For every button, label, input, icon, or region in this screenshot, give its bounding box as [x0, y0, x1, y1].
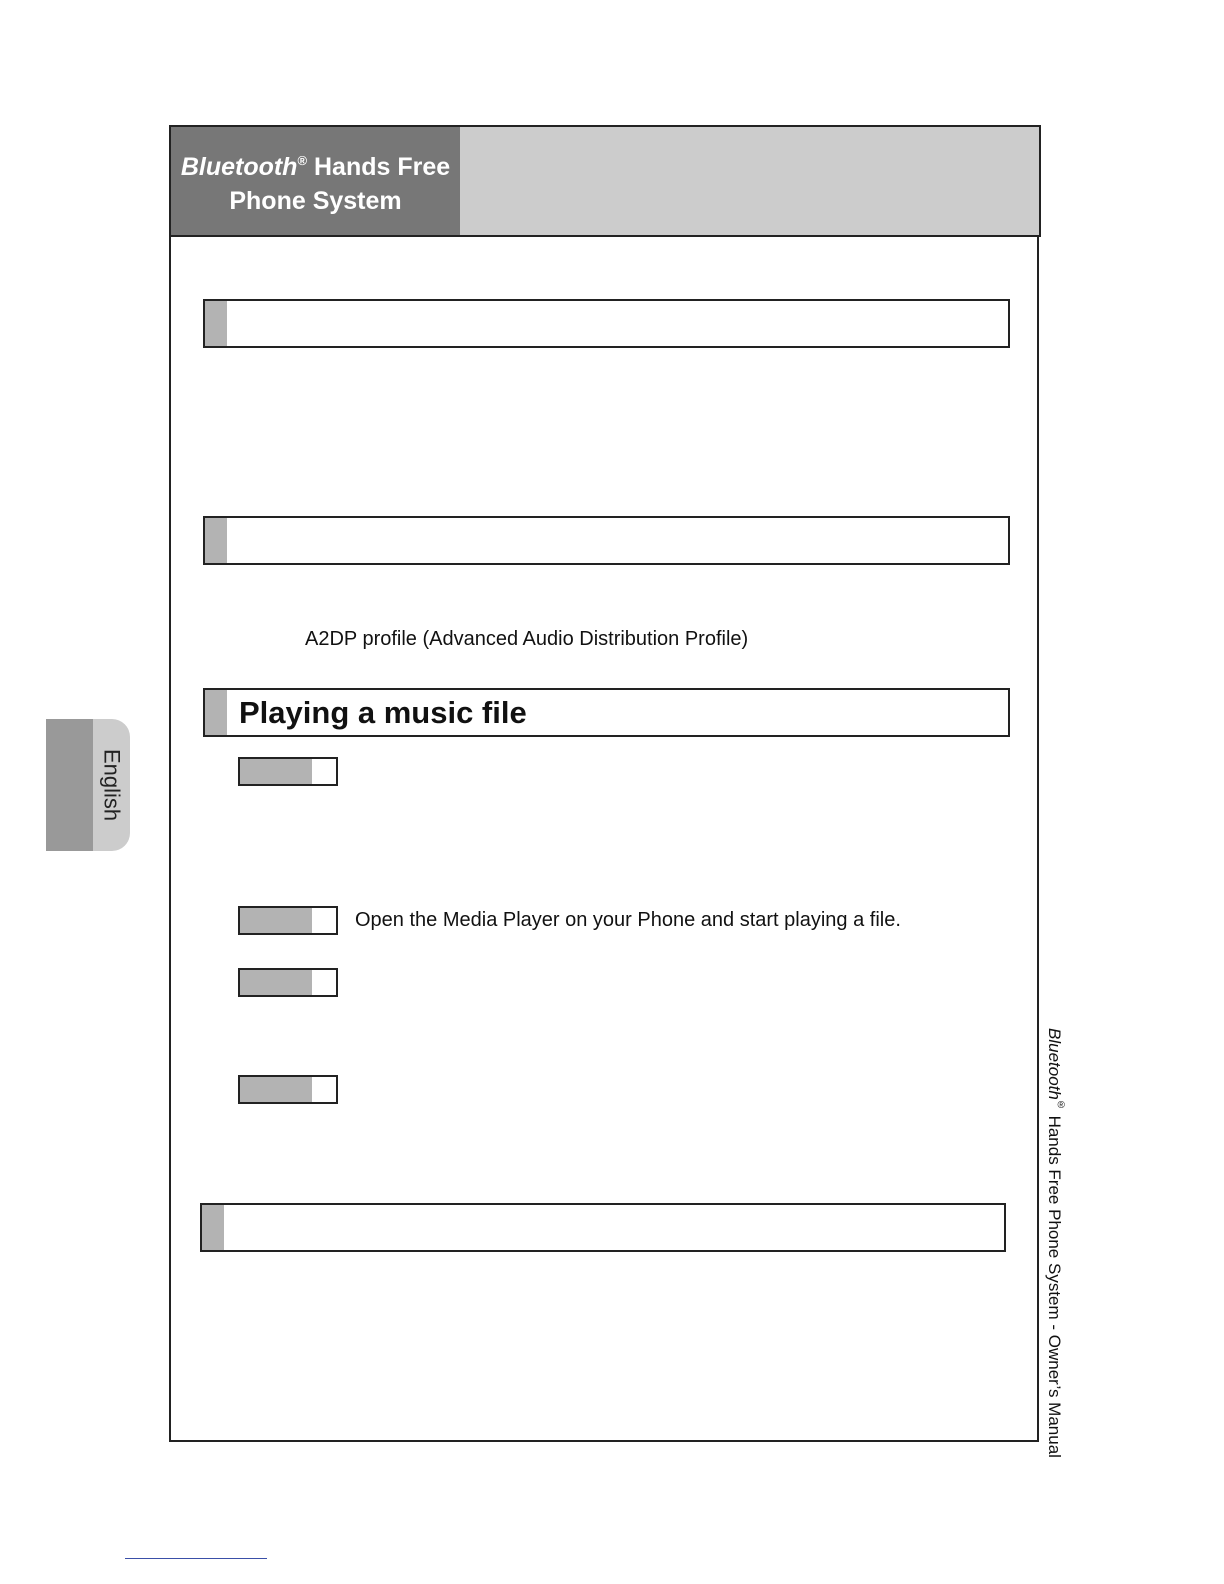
footer-registered-mark: ® [1055, 1099, 1067, 1111]
language-tab-label: English [99, 748, 125, 822]
language-tab [46, 719, 130, 851]
profile-text: A2DP profile (Advanced Audio Distribution Profile) [305, 628, 749, 650]
section-bar-2 [203, 516, 1010, 565]
bottom-rule [125, 1558, 267, 1559]
section-bar-4 [200, 1203, 1006, 1252]
section-marker [205, 518, 227, 563]
step-2-text: Open the Media Player on your Phone and start playing a file. [355, 909, 901, 931]
registered-mark: ® [297, 153, 308, 168]
footer-brand: Bluetooth [1045, 1028, 1064, 1100]
page-header [169, 125, 1041, 237]
section-marker [202, 1205, 224, 1250]
step-box-3 [238, 968, 338, 997]
header-brand: Bluetooth [180, 153, 298, 181]
header-title-line2: Phone System [229, 187, 402, 215]
step-box-1 [238, 757, 338, 786]
header-title-rest: Hands Free [314, 153, 451, 181]
section-bar-playing [203, 688, 1010, 737]
manual-footer [1044, 1028, 1067, 1458]
section-marker [205, 301, 227, 346]
section-title: Playing a music file [239, 694, 527, 730]
footer-rest: Hands Free Phone System - Owner’s Manual [1045, 1110, 1064, 1458]
header-title [171, 127, 460, 235]
step-box-4 [238, 1075, 338, 1104]
section-bar-1 [203, 299, 1010, 348]
section-marker [205, 690, 227, 735]
step-box-2 [238, 906, 338, 935]
